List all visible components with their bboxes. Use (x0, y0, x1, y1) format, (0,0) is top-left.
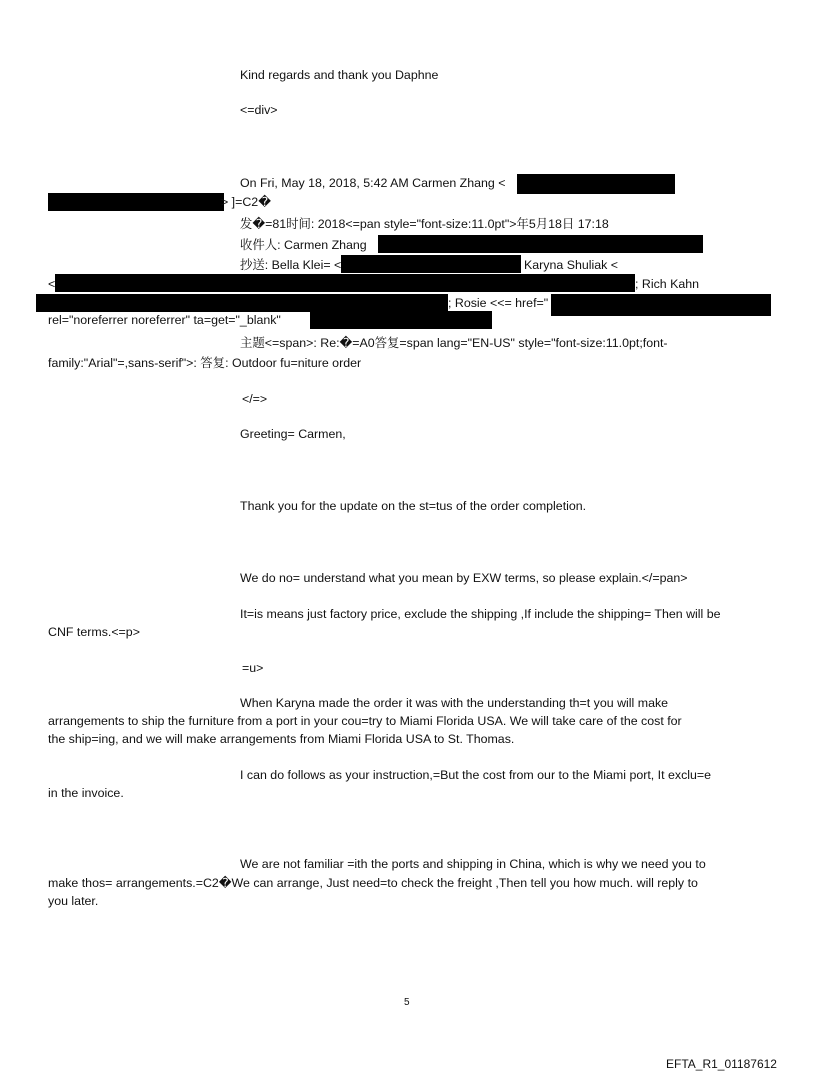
redaction-box (310, 311, 492, 329)
paragraph-familiar-cont: make thos= arrangements.=C2�We can arrange, Just need=to check the freight ,Then tell you how much. will reply to (48, 876, 698, 890)
paragraph-exw: We do no= understand what you mean by EXW terms, so please explain.</=pan> (240, 571, 688, 585)
closing-line: Kind regards and thank you Daphne (240, 68, 439, 82)
cc-line: 抄送: Bella Klei= < (240, 258, 342, 272)
paragraph-follows: I can do follows as your instruction,=But the cost from our to the Miami port, It exclu=e (240, 768, 712, 782)
paragraph-follows-cont: in the invoice. (48, 786, 124, 800)
to-line: 收件人: Carmen Zhang (240, 238, 367, 252)
redaction-box (341, 255, 521, 273)
cc-rich: ; Rich Kahn (635, 277, 700, 291)
bates-number: EFTA_R1_01187612 (666, 1057, 777, 1071)
paragraph-karyna: When Karyna made the order it was with the understanding th=t you will make (240, 696, 669, 710)
paragraph-familiar: We are not familiar =ith the ports and shipping in China, which is why we need you to (240, 857, 706, 871)
quoted-header-line: On Fri, May 18, 2018, 5:42 AM Carmen Zhang < (240, 176, 506, 190)
paragraph-thanks: Thank you for the update on the st=tus of the order completion. (240, 499, 587, 513)
paragraph-factory-cont: CNF terms.<=p> (48, 625, 140, 639)
subject-line: 主题<=span>: Re:�=A0答复=span lang="EN-US" style="font-size:11.0pt;font- (240, 336, 668, 350)
paragraph-familiar-cont: you later. (48, 894, 99, 908)
cc-rosie: ; Rosie <<= href=" (448, 296, 549, 310)
redaction-box (36, 294, 448, 312)
redaction-box (378, 235, 703, 253)
paragraph-karyna-cont: arrangements to ship the furniture from a port in your cou=try to Miami Florida USA. We will take care of the cost for (48, 714, 682, 728)
cc-bracket: < (48, 277, 56, 291)
tag-line: </=> (242, 392, 268, 406)
tag-line: =u> (242, 661, 264, 675)
div-tag-line: <=div> (240, 103, 278, 117)
redaction-box (517, 174, 675, 194)
paragraph-karyna-cont: the ship=ing, and we will make arrangements from Miami Florida USA to St. Thomas. (48, 732, 515, 746)
redaction-box (55, 274, 635, 292)
subject-line-cont: family:"Arial"=,sans-serif">: 答复: Outdoor fu=niture order (48, 356, 362, 370)
page-number: 5 (404, 997, 410, 1008)
rel-line: rel="noreferrer noreferrer" ta=get="_blank" (48, 313, 281, 327)
encoding-fragment: > ]=C2� (221, 195, 271, 209)
redaction-box (48, 193, 224, 211)
redaction-box (551, 294, 771, 316)
sent-line: 发�=81时间: 2018<=pan style="font-size:11.0pt">年5月18日 17:18 (240, 217, 609, 231)
cc-karyna: Karyna Shuliak < (524, 258, 619, 272)
greeting-line: Greeting= Carmen, (240, 427, 346, 441)
paragraph-factory: It=is means just factory price, exclude the shipping ,If include the shipping= Then will be (240, 607, 721, 621)
